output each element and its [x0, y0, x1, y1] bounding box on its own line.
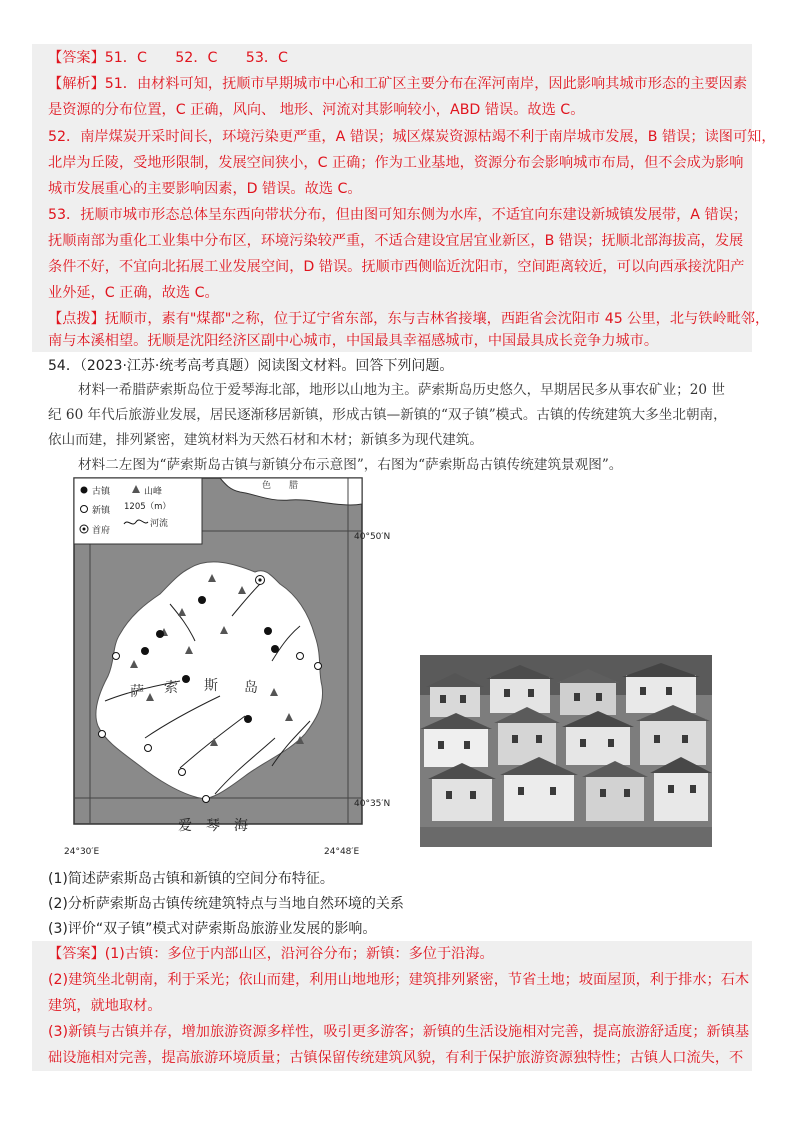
answer-54-3-line-1: (3)新镇与古镇并存，增加旅游资源多样性，吸引更多游客；新镇的生活设施相对完善，提高旅游舒适度；新镇基 — [48, 1024, 750, 1040]
thrace-label: 色 腊 — [262, 481, 299, 491]
q53-line-4: 业外延，C 正确，故选 C。 — [48, 285, 219, 301]
legend-old-town: 古镇 — [92, 487, 111, 497]
island-label-3: 斯 — [204, 678, 218, 694]
material-1-line-2: 纪 60 年代后旅游业发展，居民逐渐移居新镇，形成古镇—新镇的“双子镇”模式。古镇的传统建筑大多坐北朝南， — [48, 407, 727, 423]
material-1-line-1: 材料一希腊萨索斯岛位于爱琴海北部，地形以山地为主。萨索斯岛历史悠久，早期居民多从事农矿业；20 世 — [78, 382, 725, 398]
answer-54-2-line-2: 建筑，就地取材。 — [48, 998, 162, 1014]
answer-54-2-line-1: (2)建筑坐北朝南，利于采光；依山而建，利用山地地形；建筑排列紧密，节省土地；坡面屋顶，利于排水；石木 — [48, 972, 750, 988]
answer-54-3-line-2: 础设施相对完善，提高旅游环境质量；古镇保留传统建筑风貌，有利于保护旅游资源独特性；古镇人口流失，不 — [48, 1050, 744, 1066]
traditional-architecture-photo — [420, 655, 712, 847]
aegean-sea-label: 爱 琴 海 — [178, 818, 248, 834]
analysis-line-1: 【解析】51．由材料可知，抚顺市早期城市中心和工矿区主要分布在浑河南岸，因此影响其城市形态的主要因素 — [48, 76, 748, 92]
legend-old-town-symbol — [81, 487, 88, 494]
legend-capital: 首府 — [92, 526, 111, 536]
houses — [420, 663, 712, 821]
q53-line-2: 抚顺南部为重化工业集中分布区，环境污染较严重，不适合建设宜居宜业新区，B 错误；抚顺北部海拔高，发展 — [48, 233, 744, 249]
analysis-line-2: 是资源的分布位置，C 正确，风向、 地形、河流对其影响较小，ABD 错误。故选 C。 — [48, 102, 585, 118]
answer-54-1: 【答案】(1)古镇：多位于内部山区，沿河谷分布；新镇：多位于沿海。 — [48, 946, 494, 962]
tip-line-1: 【点拨】抚顺市，素有"煤都"之称，位于辽宁省东部，东与吉林省接壤，西距省会沈阳市 45 公里，北与铁岭毗邻， — [48, 311, 770, 327]
material-1-line-3: 依山而建，排列紧密，建筑材料为天然石材和木材；新镇多为现代建筑。 — [48, 432, 483, 448]
q53-line-1: 53．抚顺市城市形态总体呈东西向带状分布，但由图可知东侧为水库，不适宜向东建设新城镇发展带，A 错误； — [48, 207, 748, 223]
q54-header: 54．（2023·江苏·统考高考真题）阅读图文材料。回答下列问题。 — [48, 358, 454, 374]
q52-line-2: 北岸为丘陵，受地形限制，发展空间狭小，C 正确；作为工业基地，资源分布会影响城市布局，但不会成为影响 — [48, 155, 744, 171]
legend-new-town-symbol — [81, 506, 88, 513]
legend-new-town: 新镇 — [92, 506, 111, 516]
lat-top-label: 40°50′N — [354, 532, 390, 542]
legend-peak-height: 1205（m） — [124, 502, 171, 512]
legend-peak: 山峰 — [144, 487, 163, 497]
lon-left-label: 24°30′E — [64, 847, 100, 857]
material-2: 材料二左图为“萨索斯岛古镇与新镇分布示意图”，右图为“萨索斯岛古镇传统建筑景观图”。 — [78, 457, 623, 473]
lon-right-label: 24°48′E — [324, 847, 360, 857]
tip-line-2: 南与本溪相望。抚顺是沈阳经济区副中心城市，中国最具幸福感城市，中国最具成长竞争力城市。 — [48, 333, 659, 349]
island-label-2: 索 — [164, 680, 178, 696]
thasos-map — [60, 476, 390, 861]
q53-line-3: 条件不好，不宜向北拓展工业发展空间，D 错误。抚顺市西侧临近沈阳市，空间距离较近，可以向西承接沈阳产 — [48, 259, 745, 275]
q52-line-1: 52．南岸煤炭开采时间长，环境污染更严重，A 错误；城区煤炭资源枯竭不利于南岸城市发展，B 错误；读图可知， — [48, 129, 776, 145]
legend-river: 河流 — [150, 519, 169, 529]
island-label-4: 岛 — [244, 680, 258, 696]
sub-question-2: (2)分析萨索斯岛古镇传统建筑特点与当地自然环境的关系 — [48, 896, 404, 912]
sub-question-3: (3)评价“双子镇”模式对萨索斯岛旅游业发展的影响。 — [48, 921, 377, 937]
island-label-1: 萨 — [130, 684, 144, 700]
answer-line: 【答案】51．C 52．C 53．C — [48, 50, 288, 66]
lat-bottom-label: 40°35′N — [354, 799, 390, 809]
sub-question-1: (1)简述萨索斯岛古镇和新镇的空间分布特征。 — [48, 871, 334, 887]
q52-line-3: 城市发展重心的主要影响因素，D 错误。故选 C。 — [48, 181, 362, 197]
